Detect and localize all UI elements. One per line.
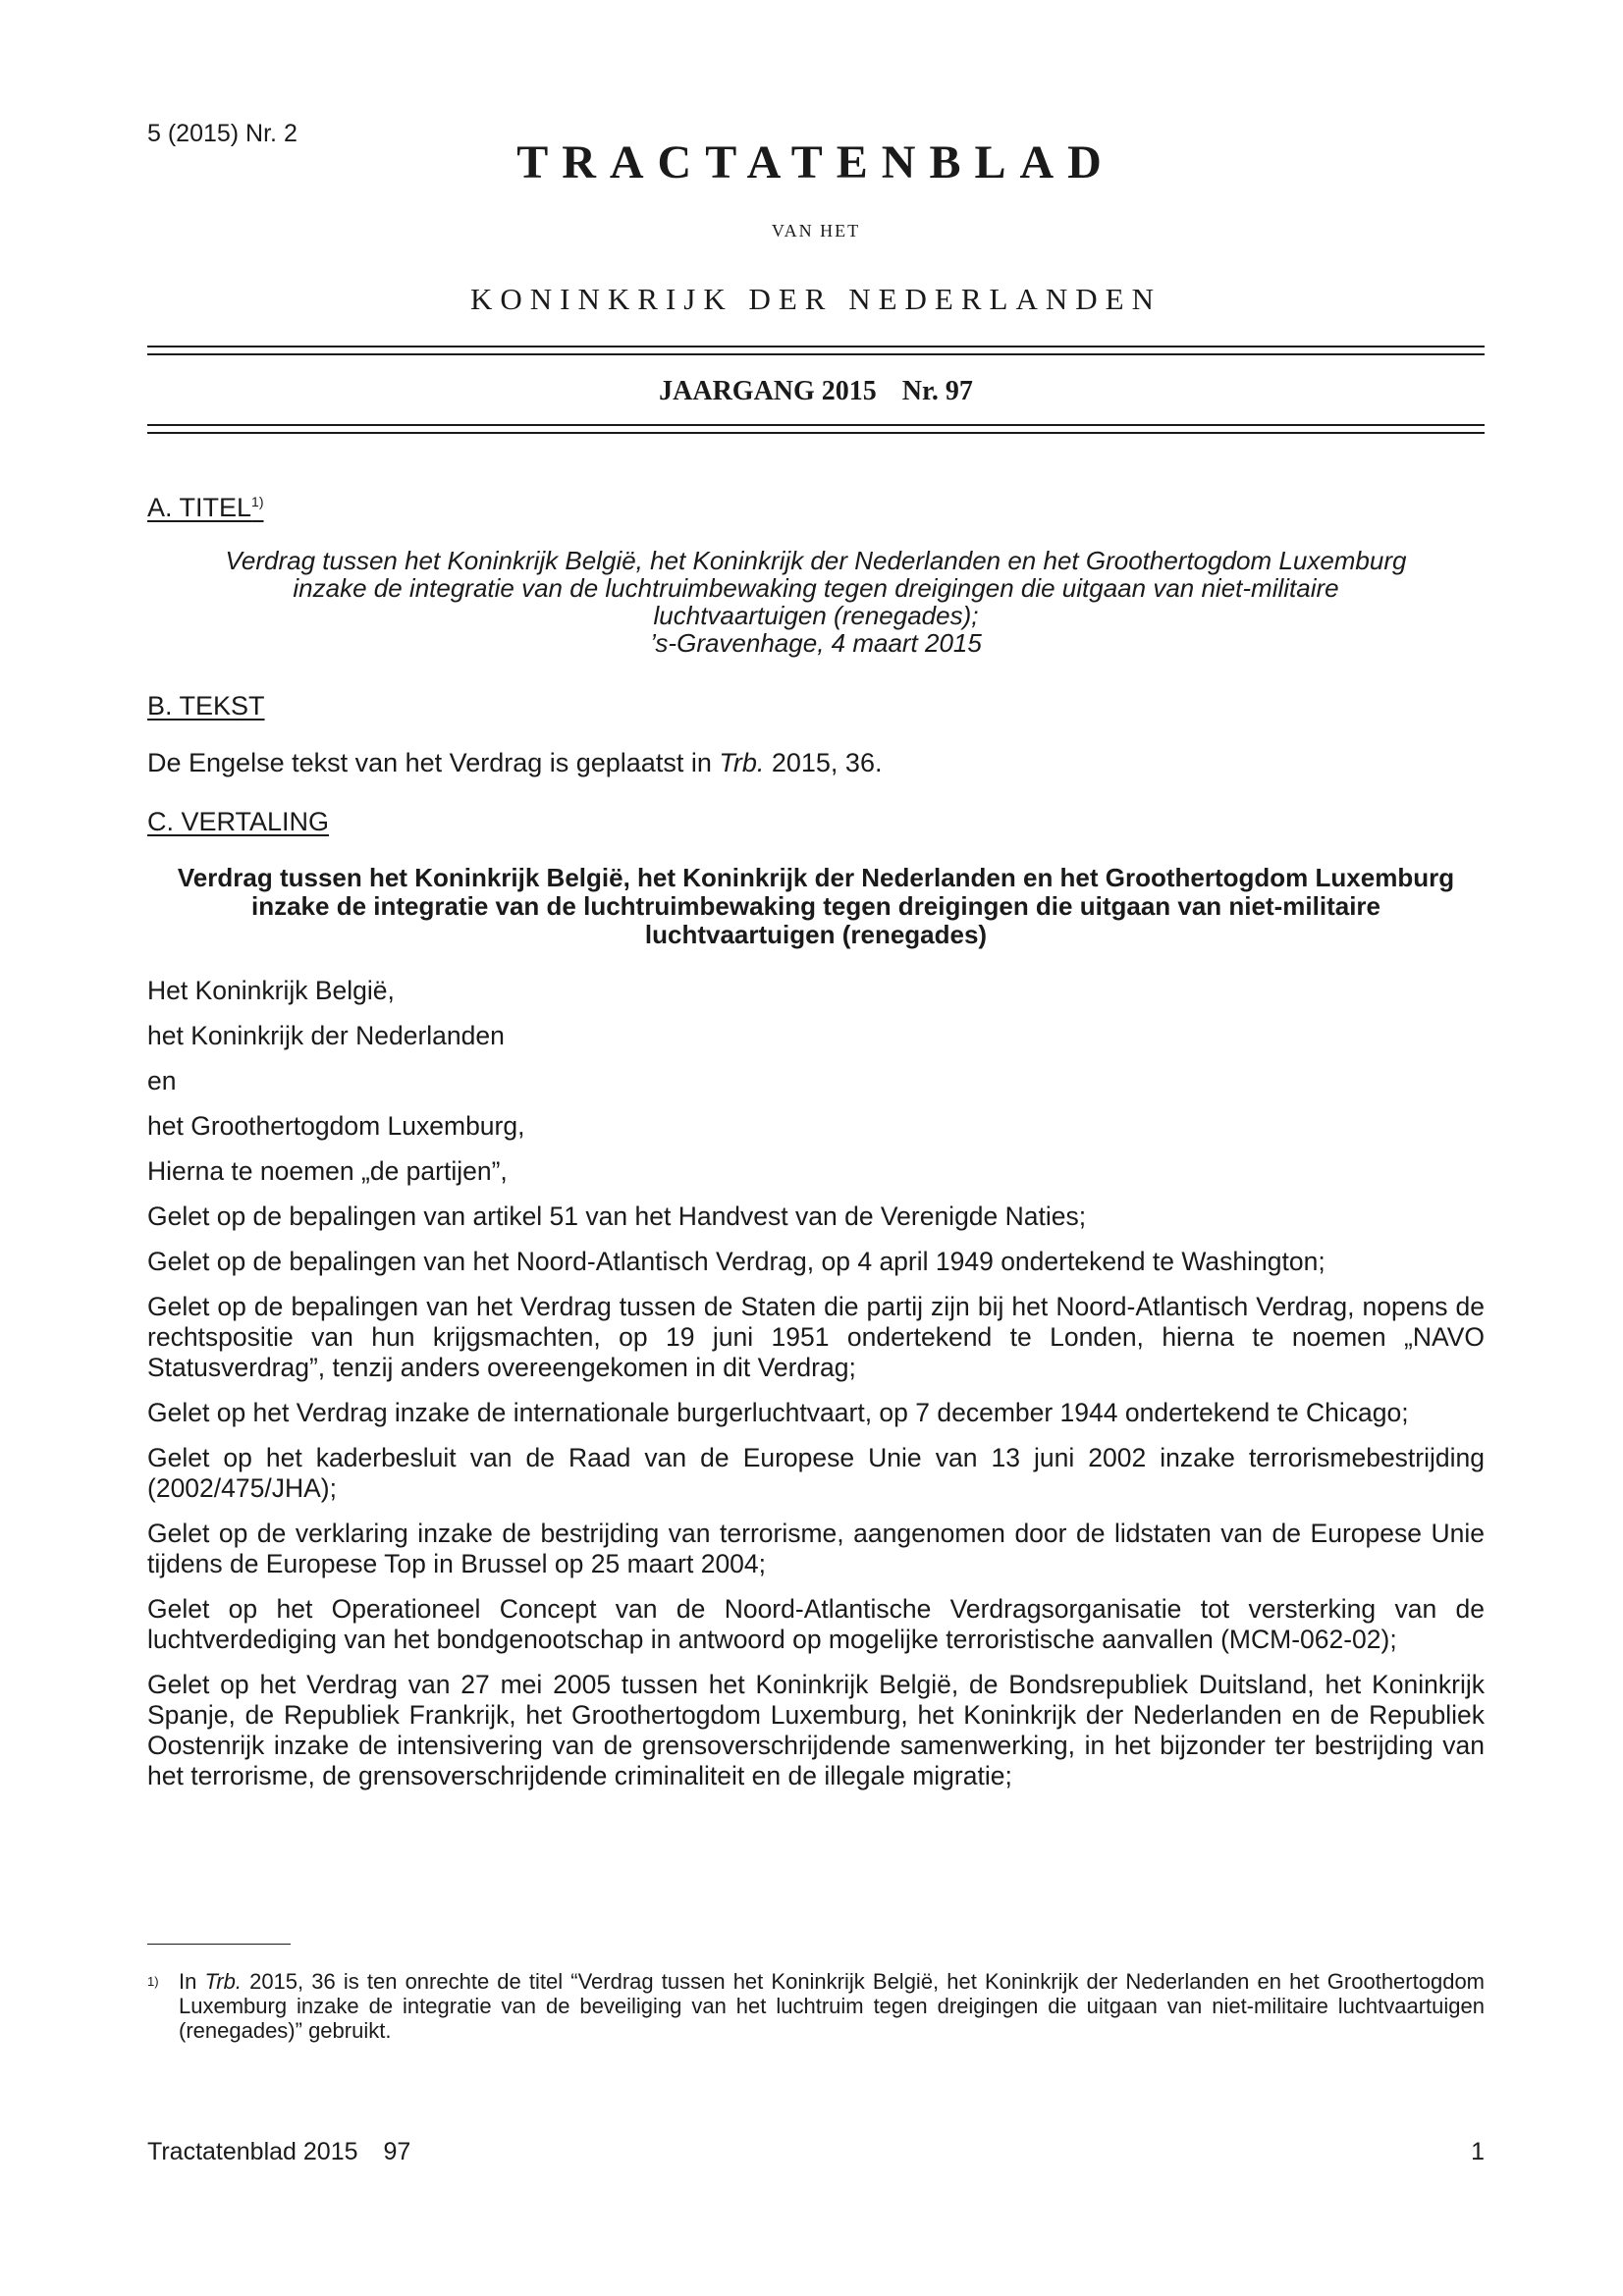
preamble-clause: Gelet op het Verdrag inzake de internationale burgerluchtvaart, op 7 december 1944 ondertekend te Chicago;	[147, 1398, 1409, 1427]
tekst-italic: Trb.	[719, 748, 765, 777]
footer-publication	[147, 2138, 410, 2166]
title-line: inzake de integratie van de luchtruimbewaking tegen dreigingen die uitgaan van niet-militaire	[293, 573, 1339, 603]
footnote-divider	[147, 1944, 291, 1945]
preamble-party: het Groothertogdom Luxemburg,	[147, 1111, 525, 1141]
footnote-text	[179, 1969, 1485, 2043]
treaty-title-block	[147, 547, 1485, 657]
preamble-definition: Hierna te noemen „de partijen”,	[147, 1156, 508, 1186]
footnote-mark: 1)	[147, 1974, 159, 1989]
section-c-heading: C. VERTALING	[147, 807, 330, 836]
header-rule-top-2	[147, 353, 1485, 355]
header-rule-bottom-2	[147, 432, 1485, 434]
preamble-clause: Gelet op het Operationeel Concept van de Noord-Atlantische Verdragsorganisatie tot versterking van de luchtverdediging van het bondgenootschap in antwoord op mogelijke terroristische aanvallen (MCM-062-02);	[147, 1594, 1485, 1654]
footer-publication-name: Tractatenblad 2015	[147, 2138, 358, 2165]
section-b-heading: B. TEKST	[147, 691, 265, 721]
jaargang-line	[147, 376, 1485, 407]
footnote-after: 2015, 36 is ten onrechte de titel “Verdrag tussen het Koninkrijk België, het Koninkrijk der Nederlanden en het Groothertogdom Luxemburg inzake de integratie van de beveiliging van het luchtruim tegen dreigingen die uitgaan van niet-militaire luchtvaartuigen (renegades)” gebruikt.	[179, 1969, 1486, 2043]
tekst-statement	[147, 748, 882, 778]
preamble-clause: Gelet op de bepalingen van artikel 51 van het Handvest van de Verenigde Naties;	[147, 1201, 1087, 1231]
title-place-date: ’s-Gravenhage, 4 maart 2015	[650, 628, 982, 658]
masthead-van-het: VAN HET	[771, 221, 861, 240]
header-rule-top-1	[147, 346, 1485, 347]
footnote-reference[interactable]: 1)	[251, 494, 264, 509]
preamble-clause: Gelet op de bepalingen van het Verdrag tussen de Staten die partij zijn bij het Noord-Atlantisch Verdrag, nopens de rechtspositie van hun krijgsmachten, op 19 juni 1951 ondertekend te Londen, hierna te noemen „NAVO Statusverdrag”, tenzij anders overeengekomen in dit Verdrag;	[147, 1292, 1485, 1382]
page-number: 1	[1471, 2138, 1485, 2165]
section-a-label: A. TITEL	[147, 493, 252, 522]
header-rule-bottom-1	[147, 424, 1485, 426]
preamble-party: het Koninkrijk der Nederlanden	[147, 1021, 505, 1050]
section-a-heading	[147, 493, 264, 523]
translation-title	[147, 864, 1485, 949]
footer-publication-number: 97	[383, 2138, 411, 2165]
preamble-clause: Gelet op het kaderbesluit van de Raad van de Europese Unie van 13 juni 2002 inzake terrorismebestrijding (2002/475/JHA);	[147, 1443, 1485, 1503]
jaargang-year: JAARGANG 2015	[659, 376, 877, 406]
translation-title-line: luchtvaartuigen (renegades)	[644, 920, 988, 949]
translation-title-line: inzake de integratie van de luchtruimbewaking tegen dreigingen die uitgaan van niet-militaire	[250, 891, 1381, 921]
footnote-italic: Trb.	[204, 1969, 242, 1994]
title-line: luchtvaartuigen (renegades);	[653, 601, 979, 630]
preamble-clause: Gelet op de verklaring inzake de bestrijding van terrorisme, aangenomen door de lidstaten van de Europese Unie tijdens de Europese Top in Brussel op 25 maart 2004;	[147, 1519, 1485, 1578]
masthead-kingdom: KONINKRIJK DER NEDERLANDEN	[470, 282, 1162, 316]
preamble-party: Het Koninkrijk België,	[147, 976, 395, 1005]
preamble-clause: Gelet op het Verdrag van 27 mei 2005 tussen het Koninkrijk België, de Bondsrepubliek Duitsland, het Koninkrijk Spanje, de Republiek Frankrijk, het Groothertogdom Luxemburg, het Koninkrijk der Nederlanden en de Republiek Oostenrijk inzake de intensivering van de grensoverschrijdende samenwerking, in het bijzonder ter bestrijding van het terrorisme, de grensoverschrijdende criminaliteit en de illegale migratie;	[147, 1670, 1485, 1790]
jaargang-number: Nr. 97	[901, 376, 973, 406]
corner-reference: 5 (2015) Nr. 2	[147, 120, 298, 147]
translation-title-line: Verdrag tussen het Koninkrijk België, het Koninkrijk der Nederlanden en het Groothertogdom Luxemburg	[177, 863, 1455, 892]
tekst-before: De Engelse tekst van het Verdrag is geplaatst in	[147, 748, 720, 777]
footnote-before: In	[179, 1969, 205, 1994]
preamble-clause: Gelet op de bepalingen van het Noord-Atlantisch Verdrag, op 4 april 1949 ondertekend te Washington;	[147, 1247, 1325, 1276]
footnote	[147, 1969, 1485, 2043]
preamble-conjunction: en	[147, 1066, 177, 1095]
treaty-preamble	[147, 976, 1485, 1806]
masthead-title: TRACTATENBLAD	[516, 136, 1115, 188]
title-line: Verdrag tussen het Koninkrijk België, het Koninkrijk der Nederlanden en het Groothertogdom Luxemburg	[225, 546, 1407, 575]
tekst-after: 2015, 36.	[764, 748, 883, 777]
